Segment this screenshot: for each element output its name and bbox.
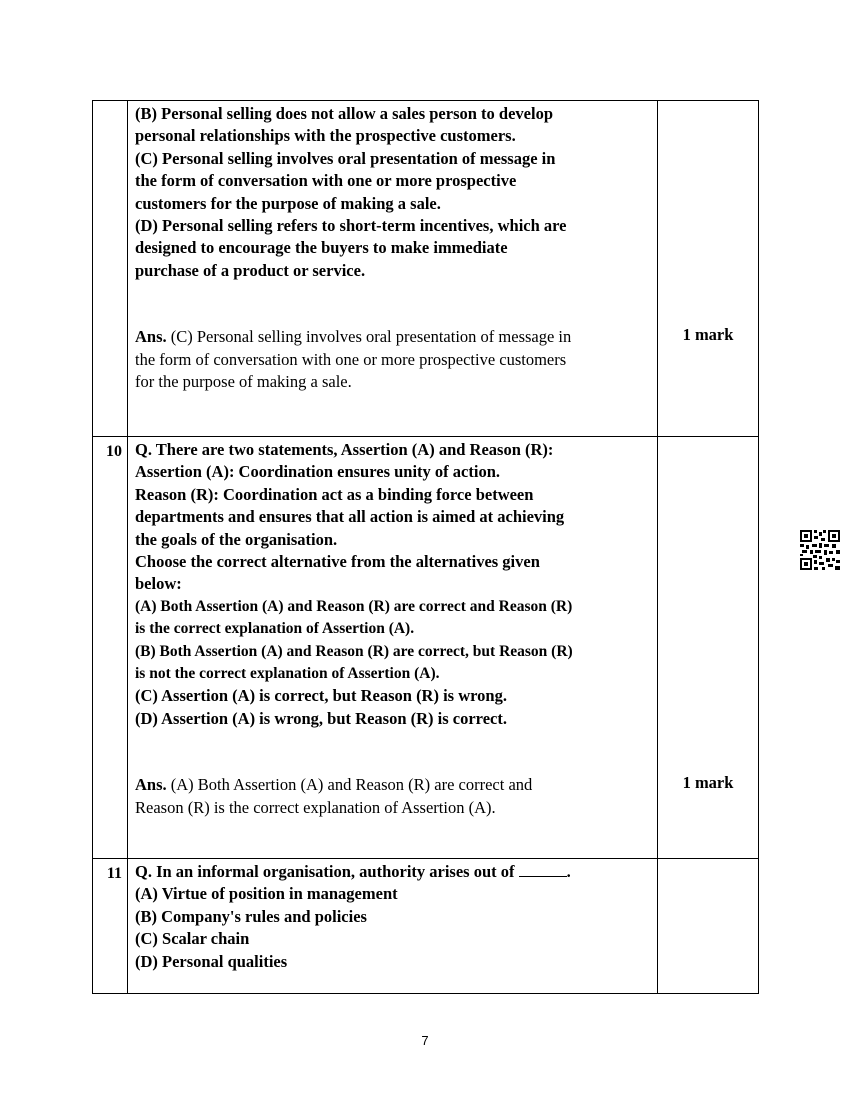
question-line: Assertion (A): Coordination ensures unity of action.	[135, 462, 500, 482]
option-line: (D) Personal qualities	[135, 951, 288, 971]
question-line: Q. In an informal organisation, authority arises out of	[135, 862, 515, 881]
option-line: (D) Assertion (A) is wrong, but Reason (R) is correct.	[135, 708, 507, 728]
answer-label: Ans.	[135, 327, 167, 347]
question-text	[135, 103, 650, 282]
option-line: (D) Personal selling refers to short-term incentives, which are	[135, 216, 567, 236]
question-line: Q. There are two statements, Assertion (A) and Reason (R):	[135, 440, 554, 459]
answer-label: Ans.	[135, 775, 167, 795]
marks-cell	[658, 101, 759, 437]
option-line: personal relationships with the prospective customers.	[135, 126, 516, 146]
option-line: (C) Assertion (A) is correct, but Reason (R) is wrong.	[135, 686, 507, 706]
marks-cell	[658, 437, 759, 859]
qr-code-icon	[800, 530, 840, 570]
answer-text	[135, 774, 650, 819]
marks-cell	[658, 859, 759, 994]
option-line: purchase of a product or service.	[135, 260, 366, 280]
answer-line: for the purpose of making a sale.	[135, 372, 352, 392]
question-line: the goals of the organisation.	[135, 529, 338, 549]
option-line: is the correct explanation of Assertion (A).	[135, 620, 415, 638]
question-text: Q. In an informal organisation, authority arises out of . (A) Virtue of position in management (B) Company's rules and policies (C) Scalar chain (D) Personal qualities	[135, 861, 650, 973]
answer-line: (C) Personal selling involves oral presentation of message in	[170, 327, 572, 347]
question-cell	[128, 101, 658, 437]
answer-line: the form of conversation with one or more prospective customers	[135, 349, 567, 369]
option-line: (C) Scalar chain	[135, 929, 250, 949]
page-number: 7	[421, 1033, 429, 1048]
question-cell	[128, 859, 658, 994]
option-line: (C) Personal selling involves oral presentation of message in	[135, 148, 556, 168]
question-number: 11	[93, 859, 128, 994]
fill-in-blank	[519, 862, 567, 877]
question-answer-table	[92, 100, 759, 994]
table-row	[93, 859, 759, 994]
option-line: is not the correct explanation of Assertion (A).	[135, 665, 440, 683]
option-line: (B) Company's rules and policies	[135, 906, 367, 926]
option-line: (A) Virtue of position in management	[135, 884, 398, 904]
marks-value: 1 mark	[682, 773, 734, 792]
question-number: 10	[93, 437, 128, 859]
question-line: Choose the correct alternative from the alternatives given	[135, 552, 540, 572]
question-line: Reason (R): Coordination act as a binding force between	[135, 484, 534, 504]
answer-line: (A) Both Assertion (A) and Reason (R) are correct and	[170, 775, 533, 795]
answer-text	[135, 326, 650, 393]
question-line: below:	[135, 574, 182, 594]
table-row	[93, 437, 759, 859]
answer-line: Reason (R) is the correct explanation of Assertion (A).	[135, 797, 496, 817]
option-line: (B) Both Assertion (A) and Reason (R) are correct, but Reason (R)	[135, 642, 573, 660]
option-line: (A) Both Assertion (A) and Reason (R) are correct and Reason (R)	[135, 597, 573, 615]
option-line: designed to encourage the buyers to make immediate	[135, 238, 508, 258]
option-line: the form of conversation with one or more prospective	[135, 171, 517, 191]
question-number	[93, 101, 128, 437]
option-line: (B) Personal selling does not allow a sales person to develop	[135, 104, 554, 123]
option-line: customers for the purpose of making a sale.	[135, 193, 441, 213]
question-text	[135, 439, 650, 730]
marks-value: 1 mark	[682, 325, 734, 344]
question-cell	[128, 437, 658, 859]
question-line: departments and ensures that all action is aimed at achieving	[135, 507, 565, 527]
table-row	[93, 101, 759, 437]
